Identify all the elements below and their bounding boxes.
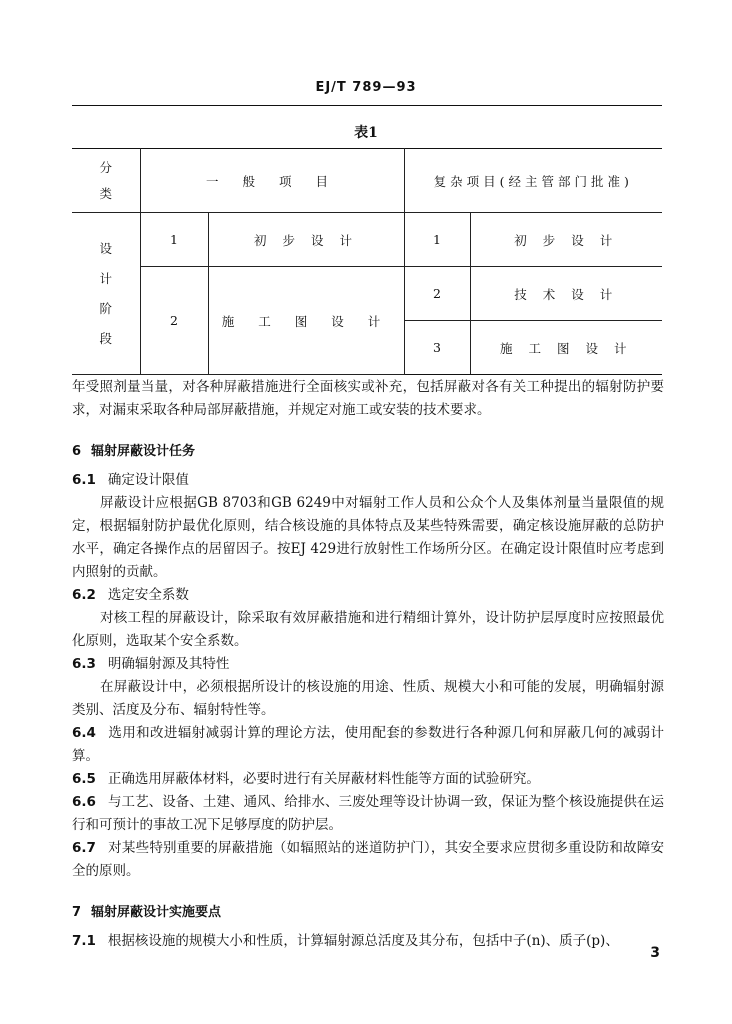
complex-row-name: 施 工 图 设 计 <box>470 321 662 375</box>
complex-row-name: 初 步 设 计 <box>470 213 662 267</box>
complex-row-num: 1 <box>404 213 470 267</box>
continuation-paragraph: 年受照剂量当量，对各种屏蔽措施进行全面核实或补充，包括屏蔽对各有关工种提出的辐射防护要求，对漏束采取各种局部屏蔽措施，并规定对施工或安装的技术要求。 <box>72 379 664 418</box>
subsection-6-3-heading: 6.3 明确辐射源及其特性 <box>72 656 230 672</box>
subsection-6-3-body: 在屏蔽设计中，必须根据所设计的核设施的用途、性质、规模大小和可能的发展，明确辐射源类别、活度及分布、辐射特性等。 <box>72 679 664 718</box>
subsection-6-1-heading: 6.1 确定设计限值 <box>72 472 189 488</box>
header-rule <box>72 105 662 106</box>
design-stage-table <box>72 148 662 375</box>
complex-row-num: 2 <box>404 267 470 321</box>
subsection-6-2-heading: 6.2 选定安全系数 <box>72 587 189 603</box>
body-content <box>72 376 664 953</box>
table-title: 表1 <box>354 125 378 141</box>
subsection-6-1-body: 屏蔽设计应根据GB 8703和GB 6249中对辐射工作人员和公众个人及集体剂量当量限值的规定，根据辐射防护最优化原则，结合核设施的具体特点及某些特殊需要，确定核设施屏蔽的总防护水平，确定各操作点的居留因子。按EJ 429进行放射性工作场所分区。在确定设计限值时应考虑到内照射的贡献。 <box>72 495 664 580</box>
subsection-6-4: 6.4 选用和改进辐射减弱计算的理论方法，使用配套的参数进行各种源几何和屏蔽几何的减弱计算。 <box>72 725 664 764</box>
document-code: EJ/T 789—93 <box>315 80 417 95</box>
subsection-7-1: 7.1 根据核设施的规模大小和性质，计算辐射源总活度及其分布，包括中子(n)、质子(p)、 <box>72 933 619 949</box>
table-header-category: 分类 <box>72 149 140 213</box>
complex-row-num: 3 <box>404 321 470 375</box>
page-number: 3 <box>650 945 660 961</box>
subsection-6-6: 6.6 与工艺、设备、土建、通风、给排水、三废处理等设计协调一致，保证为整个核设施提供在运行和可预计的事故工况下足够厚度的防护层。 <box>72 794 664 833</box>
general-row-name: 施 工 图 设 计 <box>208 267 404 375</box>
general-row-num: 2 <box>140 267 208 375</box>
section-7-heading: 7 辐射屏蔽设计实施要点 <box>72 905 222 920</box>
subsection-6-2-body: 对核工程的屏蔽设计，除采取有效屏蔽措施和进行精细计算外，设计防护层厚度时应按照最优化原则，选取某个安全系数。 <box>72 610 664 649</box>
table-row-label: 设计阶段 <box>72 213 140 375</box>
general-row-num: 1 <box>140 213 208 267</box>
subsection-6-5: 6.5 正确选用屏蔽体材料，必要时进行有关屏蔽材料性能等方面的试验研究。 <box>72 771 540 787</box>
table-header-general: 一 般 项 目 <box>140 149 404 213</box>
complex-row-name: 技 术 设 计 <box>470 267 662 321</box>
subsection-6-7: 6.7 对某些特别重要的屏蔽措施（如辐照站的迷道防护门），其安全要求应贯彻多重设防和故障安全的原则。 <box>72 840 664 879</box>
general-row-name: 初 步 设 计 <box>208 213 404 267</box>
section-6-heading: 6 辐射屏蔽设计任务 <box>72 444 196 459</box>
table-header-complex: 复杂项目(经主管部门批准) <box>404 149 662 213</box>
